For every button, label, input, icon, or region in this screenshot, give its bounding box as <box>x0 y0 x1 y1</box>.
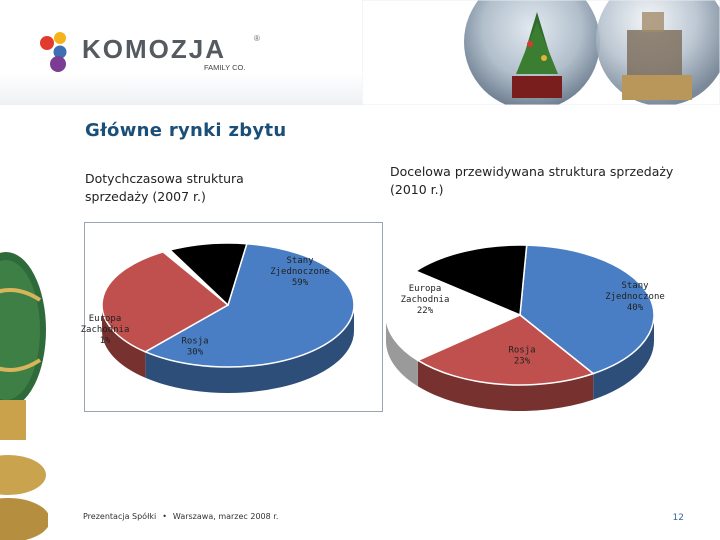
pie-slice-label: Europa Zachodnia 22% <box>400 284 450 316</box>
left-chart-subtitle: Dotychczasowa struktura sprzedaży (2007 r.) <box>85 171 244 204</box>
footer-place-date: Warszawa, marzec 2008 r. <box>172 512 279 521</box>
page-number: 12 <box>672 513 684 523</box>
pie-slice-label: Rosja 30% <box>181 336 209 358</box>
pie-chart-2010 <box>386 245 665 411</box>
registered-mark: ® <box>254 34 260 43</box>
pie-slice-label: Stany Zjednoczone 40% <box>605 281 665 313</box>
pie-slice-label: Stany Zjednoczone 59% <box>270 256 330 288</box>
slide-title: Główne rynki zbytu <box>85 120 287 141</box>
footer-bullet: • <box>162 512 167 521</box>
pie-slice-label: Rosja 23% <box>508 345 536 367</box>
footer-company: Prezentacja Spółki <box>83 512 157 521</box>
right-chart-subtitle: Docelowa przewidywana struktura sprzedaży (2010 r.) <box>390 164 674 197</box>
brand-name: KOMOZJA <box>82 34 226 64</box>
footer <box>83 512 278 521</box>
brand-tagline: FAMILY CO. <box>204 63 246 72</box>
pie-slice-label: Europa Zachodnia 1% <box>80 314 130 346</box>
pie-chart-2007 <box>81 243 354 393</box>
